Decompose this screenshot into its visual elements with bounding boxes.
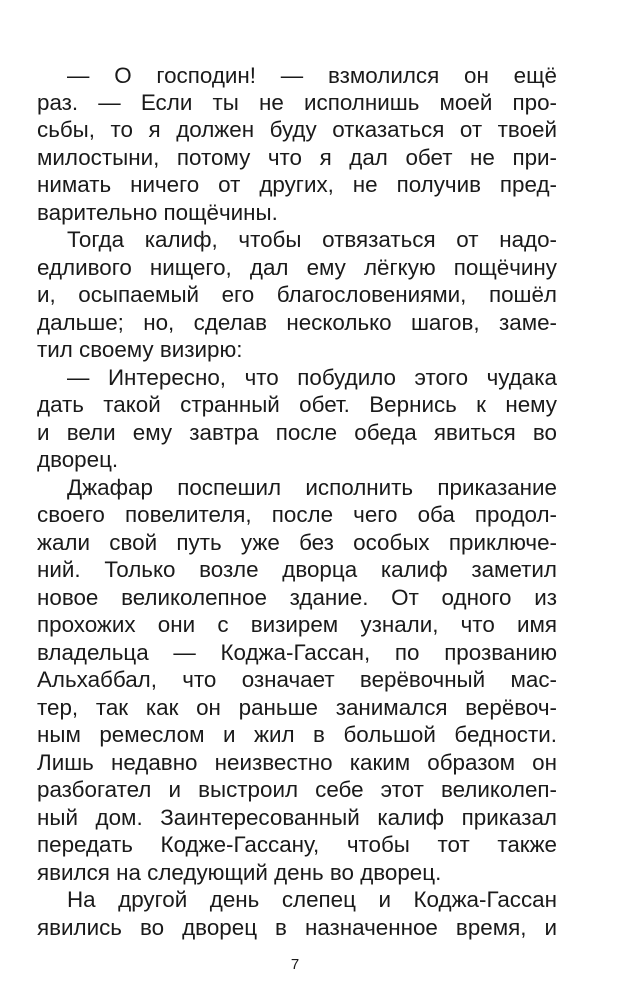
text-line: едливого нищего, дал ему лёгкую пощёчину: [37, 255, 557, 280]
text-line: нимать ничего от других, не получив пред-: [37, 172, 557, 197]
text-line: ний. Только возле дворца калиф заметил: [37, 557, 557, 582]
text-line: — Интересно, что побудило этого чудака: [67, 365, 557, 390]
text-line: жали свой путь уже без особых приключе-: [37, 530, 557, 555]
text-line: и, осыпаемый его благословениями, пошёл: [37, 282, 557, 307]
text-line: передать Кодже-Гассану, чтобы тот также: [37, 832, 557, 857]
text-line: ный дом. Заинтересованный калиф приказал: [37, 805, 557, 830]
text-line: На другой день слепец и Коджа-Гассан: [67, 887, 557, 912]
text-line: ным ремеслом и жил в большой бедности.: [37, 722, 557, 747]
text-line: дать такой странный обет. Вернись к нему: [37, 392, 557, 417]
text-line: разбогател и выстроил себе этот великолеп-: [37, 777, 557, 802]
page-number: 7: [290, 956, 300, 973]
text-line: раз. — Если ты не исполнишь моей про-: [37, 90, 557, 115]
text-line: Джафар поспешил исполнить приказание: [67, 475, 557, 500]
text-line: явился на следующий день во дворец.: [37, 860, 442, 885]
text-line: Лишь недавно неизвестно каким образом он: [37, 750, 557, 775]
text-line: прохожих они с визирем узнали, что имя: [37, 612, 557, 637]
text-line: и вели ему завтра после обеда явиться во: [37, 420, 557, 445]
text-line: владельца — Коджа-Гассан, по прозванию: [37, 640, 557, 665]
text-line: дворец.: [37, 447, 119, 472]
text-line: новое великолепное здание. От одного из: [37, 585, 557, 610]
text-line: своего повелителя, после чего оба продол-: [37, 502, 557, 527]
text-line: Альхаббал, что означает верёвочный мас-: [37, 667, 557, 692]
text-line: явились во дворец в назначенное время, и: [37, 915, 557, 940]
text-line: дальше; но, сделав несколько шагов, заме-: [37, 310, 557, 335]
text-line: тил своему визирю:: [37, 337, 243, 362]
text-line: Тогда калиф, чтобы отвязаться от надо-: [67, 227, 557, 252]
text-line: тер, так как он раньше занимался верёвоч-: [37, 695, 557, 720]
text-line: сьбы, то я должен буду отказаться от твоей: [37, 117, 557, 142]
text-line: милостыни, потому что я дал обет не при-: [37, 145, 557, 170]
text-line: — О господин! — взмолился он ещё: [67, 63, 557, 88]
text-line: варительно пощёчины.: [37, 200, 278, 225]
